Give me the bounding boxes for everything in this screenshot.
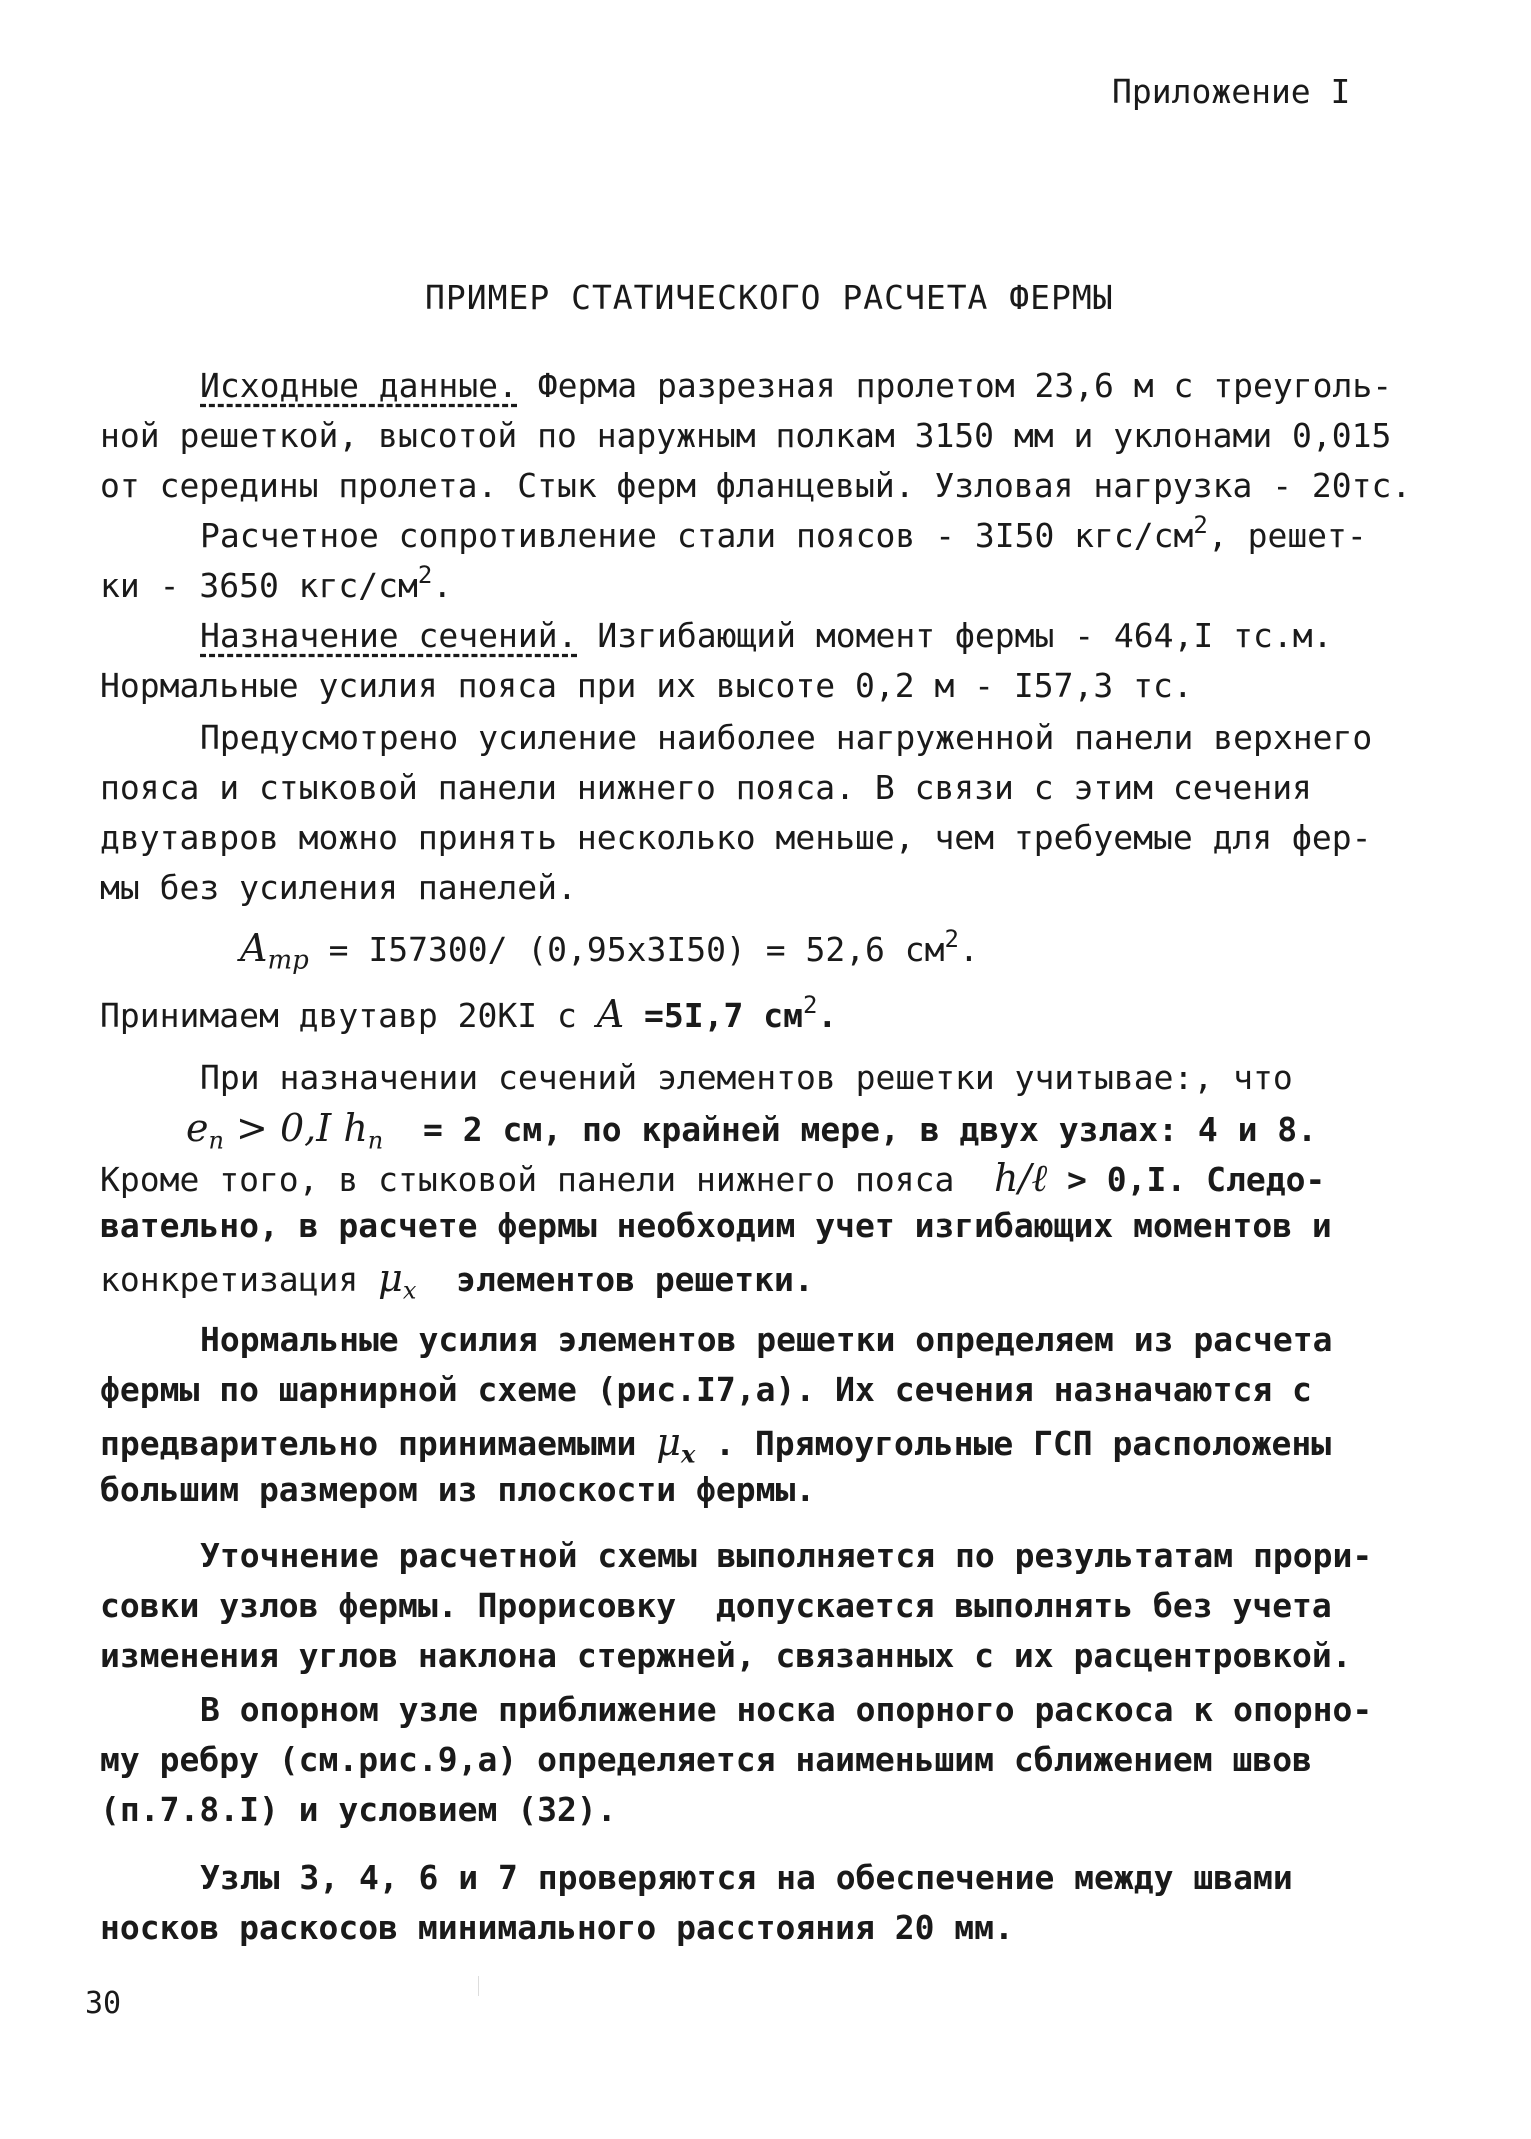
accept-text: Принимаем двутавр 20КI с: [100, 996, 597, 1035]
p4-line-2: пояса и стыковой панели нижнего пояса. В связи с этим сечения: [100, 768, 1312, 807]
p1-line-1: [200, 366, 1392, 405]
accept-line: [100, 992, 837, 1036]
accept-exponent: 2: [802, 991, 818, 1019]
p5-line-5-text: конкретизация: [100, 1260, 379, 1299]
formula-symbol: A: [240, 926, 268, 970]
p2-line-1: [200, 511, 1367, 555]
formula-end: .: [958, 930, 979, 969]
p2-exponent: 2: [1193, 511, 1208, 539]
p5-line-2-text: = 2 см, по крайней мере, в двух узлах: 4 и 8.: [383, 1110, 1318, 1149]
formula-subscript: mp: [267, 945, 309, 976]
p2-line-1-end: , решет-: [1207, 516, 1367, 555]
p4-line-1: Предусмотрено усиление наиболее нагруженной панели верхнего: [200, 718, 1373, 757]
p2-line-1-text: Расчетное сопротивление стали поясов - 3I50 кгс/см: [200, 516, 1194, 555]
p5-line-5: [100, 1256, 814, 1305]
p2-exponent-2: 2: [417, 561, 433, 589]
p1-line-1-text: Ферма разрезная пролетом 23,6 м с треуголь-: [517, 366, 1393, 405]
page-number: 30: [85, 1986, 122, 2021]
p5-line-5-end: элементов решетки.: [416, 1260, 814, 1299]
formula-expression: = I57300/ (0,95x3I50) = 52,6 см: [308, 930, 945, 969]
p3-line-1-text: Изгибающий момент фермы - 464,I тс.м.: [577, 616, 1333, 655]
p5-symbol-e: e: [186, 1106, 209, 1150]
p5-sub-n: n: [208, 1126, 224, 1155]
p9-line-2: носков раскосов минимального расстояния 20 мм.: [100, 1908, 1014, 1947]
p1-line-3: от середины пролета. Стык ферм фланцевый. Узловая нагрузка - 20тс.: [100, 466, 1412, 505]
p5-line-2: [186, 1106, 1317, 1155]
p5-line-3-end: > 0,I. Следо-: [1047, 1160, 1326, 1199]
p7-line-1: Уточнение расчетной схемы выполняется по результатам прори-: [200, 1536, 1373, 1575]
p6-line-3-text: предварительно принимаемыми: [100, 1424, 657, 1463]
p5-sub-x: x: [402, 1276, 417, 1305]
p5-line-4: вательно, в расчете фермы необходим учет изгибающих моментов и: [100, 1206, 1332, 1245]
p2-line-2-text: ки - 3650 кгс/см: [100, 566, 418, 605]
p6-line-2: фермы по шарнирной схеме (рис.I7,а). Их сечения назначаются с: [100, 1370, 1312, 1409]
p4-line-4: мы без усиления панелей.: [100, 868, 577, 907]
p9-line-1: Узлы 3, 4, 6 и 7 проверяются на обеспечение между швами: [200, 1858, 1293, 1897]
p1-heading: Исходные данные.: [200, 366, 518, 405]
appendix-label: Приложение I: [1112, 72, 1351, 111]
p6-line-3: [100, 1420, 1331, 1469]
p5-sub-n-2: n: [367, 1126, 384, 1155]
accept-symbol: A: [596, 992, 625, 1036]
formula-line: [240, 926, 979, 976]
p6-sub-x: x: [681, 1439, 696, 1469]
p6-line-1: Нормальные усилия элементов решетки определяем из расчета: [200, 1320, 1333, 1359]
p5-condition: > 0,I h: [223, 1106, 368, 1150]
p3-heading: Назначение сечений.: [200, 616, 578, 655]
p8-line-2: му ребру (см.рис.9,а) определяется наименьшим сближением швов: [100, 1740, 1312, 1779]
p5-line-3-text: Кроме того, в стыковой панели нижнего пояса: [100, 1160, 995, 1199]
p2-line-2-end: .: [432, 566, 453, 605]
p1-line-2: ной решеткой, высотой по наружным полкам 3150 мм и уклонами 0,015: [100, 416, 1392, 455]
p5-symbol-mu: μ: [378, 1256, 403, 1300]
p3-line-1: [200, 616, 1332, 655]
p6-symbol-mu: μ: [656, 1420, 681, 1464]
page-title: ПРИМЕР СТАТИЧЕСКОГО РАСЧЕТА ФЕРМЫ: [425, 278, 1114, 317]
accept-end: .: [817, 996, 838, 1035]
p5-fraction: h/ℓ: [994, 1156, 1048, 1200]
p4-line-3: двутавров можно принять несколько меньше, чем требуемые для фер-: [100, 818, 1372, 857]
p6-line-3-end: . Прямоугольные ГСП расположены: [695, 1424, 1332, 1463]
p3-line-2: Нормальные усилия пояса при их высоте 0,2 м - I57,3 тс.: [100, 666, 1193, 705]
p7-line-3: изменения углов наклона стержней, связанных с их расцентровкой.: [100, 1636, 1352, 1675]
formula-exponent: 2: [944, 925, 959, 953]
p8-line-1: В опорном узле приближение носка опорного раскоса к опорно-: [200, 1690, 1373, 1729]
p5-line-1: При назначении сечений элементов решетки учитывае:, что: [200, 1058, 1293, 1097]
p6-line-4: большим размером из плоскости фермы.: [100, 1470, 816, 1509]
scan-artifact: [478, 1976, 479, 1996]
p8-line-3: (п.7.8.I) и условием (32).: [100, 1790, 617, 1829]
p2-line-2: [100, 561, 453, 605]
p5-line-3: [100, 1156, 1325, 1201]
p7-line-2: совки узлов фермы. Прорисовку допускается выполнять без учета: [100, 1586, 1332, 1625]
accept-value: =5I,7 см: [624, 996, 803, 1035]
